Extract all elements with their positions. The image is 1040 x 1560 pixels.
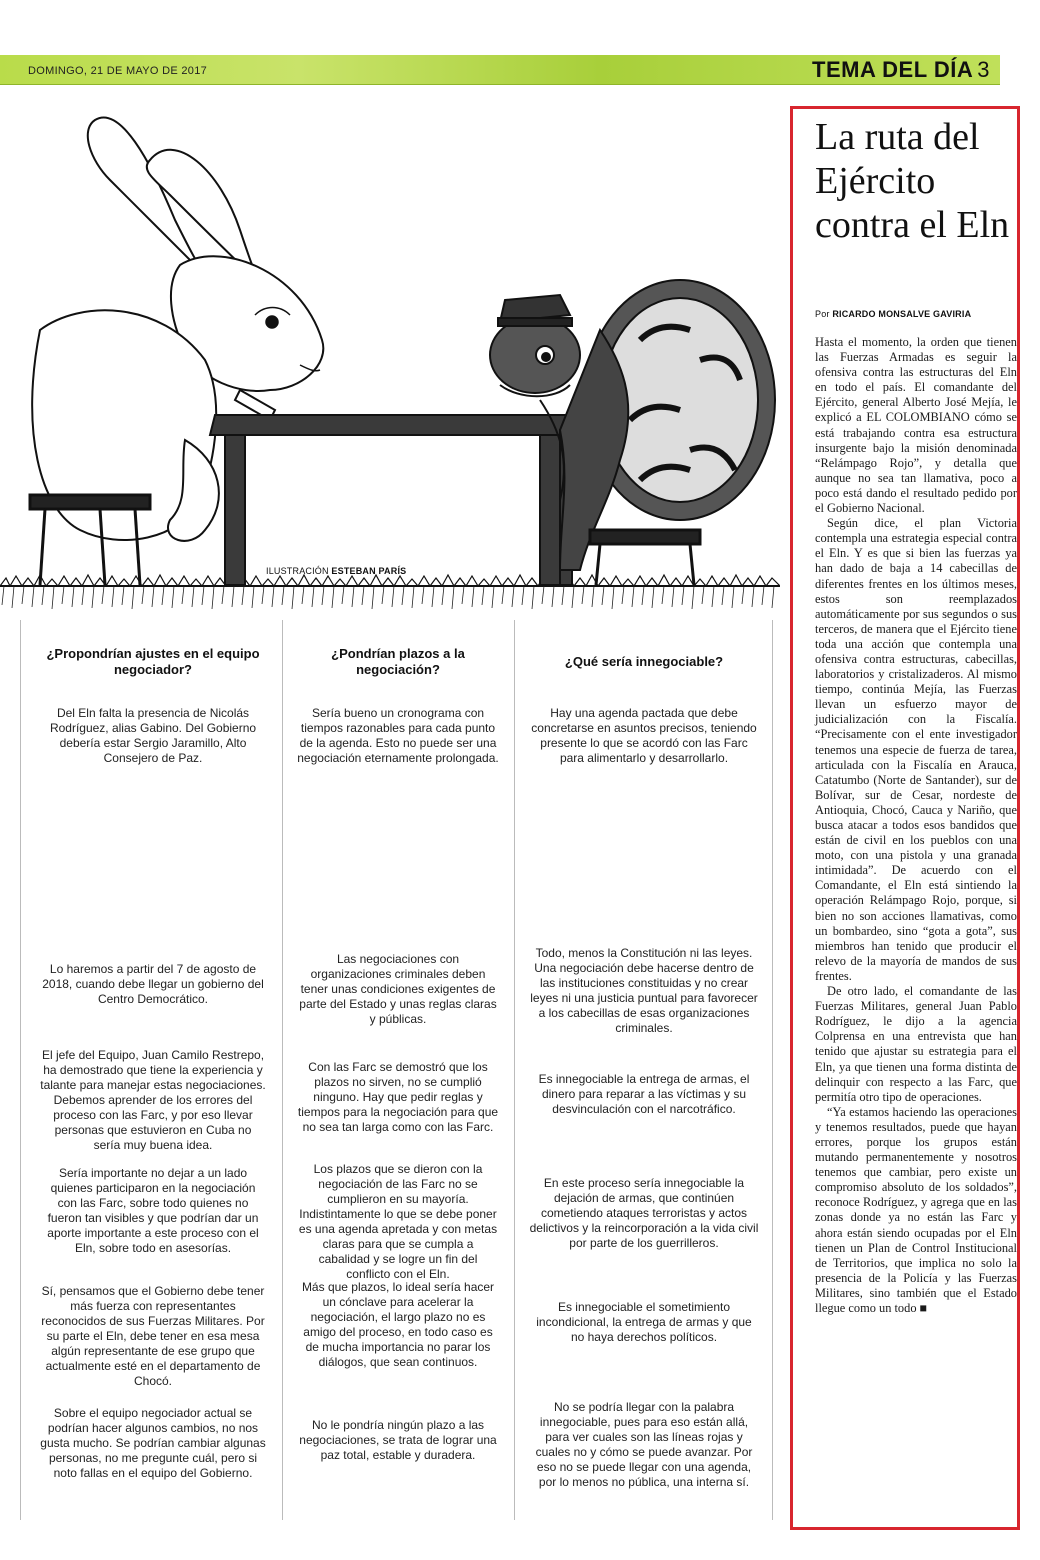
column-question: ¿Pondrían plazos a la negociación? (331, 646, 465, 677)
section-title (812, 57, 990, 83)
column-divider (514, 620, 515, 1520)
publication-date: DOMINGO, 21 DE MAYO DE 2017 (28, 65, 208, 77)
table (210, 415, 580, 585)
article-paragraph: De otro lado, el comandante de las Fuerzas Militares, general Juan Pablo Rodríguez, le dijo a la agencia Colprensa en una entrevista que han tenido que ajustar su estrategia para el Eln, ya que tienen una forma distinta de delinquir con respecto a las Farc, que permitía otro tipo de operaciones. (815, 984, 1017, 1104)
column-answer: Sería importante no dejar a un lado quienes participaron en la negociación con las Farc, sobre todo quienes no fueron tan visibles y que podrían dar un aporte importante a este proceso con el Eln, sobre todo en asesorías. (47, 1166, 259, 1255)
column-question: ¿Qué sería innegociable? (564, 654, 724, 669)
article-body (815, 335, 1017, 1316)
article-paragraph: Hasta el momento, la orden que tienen las Fuerzas Armadas es seguir la ofensiva contra las estructuras del Eln en todo el país. El comandante del Ejército, general Alberto José Mejía, le explicó a EL COLOMBIANO cómo se está trabajando contra esa estructura insurgente bajo la misión denominada “Relámpago Rojo”, y detalla que aunque no sea tan llamativa, poco a poco está dando el resultado pedido por el Gobierno Nacional. (815, 335, 1017, 516)
column-answer: Más que plazos, lo ideal sería hacer un cónclave para acelerar la negociación, el largo plazo no es amigo del proceso, en todo caso es de mucha importancia no parar los diálogos, que sean continuos. (301, 1280, 495, 1369)
article-paragraph: “Ya estamos haciendo las operaciones y tenemos resultados, puede que hayan errores, porque los grupos están mutando permanentemente y nosotros tenemos que cambiar, pero existe un compromiso absoluto de los soldados”, reconoce Rodríguez, y agrega que en las zonas donde ya no están las Farc y ahora están siendo ocupadas por el Eln tienen un Plan de Control Institucional de Territorios, que implica no solo la presencia de la Policía y las Fuerzas Militares, sino también que el Estado llegue como un todo ■ (815, 1104, 1017, 1315)
column-question: ¿Propondrían ajustes en el equipo negociador? (46, 646, 260, 677)
column-answer: Es innegociable el sometimiento incondicional, la entrega de armas y que no haya derechos políticos. (536, 1300, 752, 1344)
column-answer: Los plazos que se dieron con la negociación de las Farc no se cumplieron en su mayoría. Indistintamente lo que se debe poner es una agenda apretada y con metas claras para que se cumpla a cabalidad y se logre un fin del conflicto con el Eln. (298, 1162, 498, 1281)
column-answer: En este proceso sería innegociable la dejación de armas, que continúen cometiendo ataques terroristas y actos delictivos y la reincorporación a la vida civil por parte de los guerrilleros. (529, 1176, 759, 1250)
column-answer: Hay una agenda pactada que debe concretarse en asuntos precisos, teniendo presente lo que se acordó con las Farc para alimentarlo y desarrollarlo. (531, 706, 757, 765)
column-answer: Sobre el equipo negociador actual se podrían hacer algunos cambios, no nos gusta mucho. Se podrían cambiar algunas personas, no me pregunte cuál, pero si noto fallas en el equipo del Gobierno. (40, 1406, 266, 1480)
column-answer: Con las Farc se demostró que los plazos no sirven, no se cumplió ninguno. Hay que pedir reglas y tiempos para la negociación para que no sea tan larga como con las Farc. (297, 1060, 499, 1134)
credit-name: ESTEBAN PARÍS (331, 566, 407, 576)
byline-author: RICARDO MONSALVE GAVIRIA (832, 309, 972, 319)
illustration-credit (266, 566, 406, 576)
credit-prefix: ILUSTRACIÓN (266, 566, 329, 576)
article-sidebar (790, 106, 1020, 1530)
section-name: TEMA DEL DÍA (812, 57, 974, 82)
column-divider (282, 620, 283, 1520)
article-headline: La ruta del Ejército contra el Eln (815, 116, 1010, 246)
cartoon-illustration (0, 100, 780, 620)
column-answer: Sería bueno un cronograma con tiempos razonables para cada punto de la agenda. Esto no puede ser una negociación eternamente prolongada. (297, 706, 499, 765)
opinion-columns (0, 620, 780, 1520)
column-answer: No se podría llegar con la palabra innegociable, pues para eso están allá, para ver cuales son las líneas rojas y cuales no y cómo se puede avanzar. Por eso no se puede llegar con una agenda, por lo menos no pública, una interna sí. (535, 1400, 753, 1489)
column-answer: Todo, menos la Constitución ni las leyes. Una negociación debe hacerse dentro de las instituciones constituidas y no crear leyes ni una justicia puntual para favorecer a los cabecillas de esas organizaciones criminales. (530, 946, 758, 1035)
column-divider (772, 620, 773, 1520)
column-answer: Sí, pensamos que el Gobierno debe tener más fuerza con representantes reconocidos de sus Fuerzas Militares. Por su parte el Eln, debe tener en esa mesa algún representante de ese grupo que actualmente esté en el departamento de Chocó. (41, 1284, 265, 1388)
column-answer: El jefe del Equipo, Juan Camilo Restrepo, ha demostrado que tiene la experiencia y talante para manejar estas negociaciones. Debemos aprender de los errores del proceso con las Farc, y por eso llevar personas que estuvieron en Cuba no sería muy buena idea. (40, 1048, 266, 1152)
column-answer: Lo haremos a partir del 7 de agosto de 2018, cuando debe llegar un gobierno del Centro Democrático. (42, 962, 264, 1006)
column-divider (20, 620, 21, 1520)
rabbit-figure (32, 118, 323, 541)
page-number: 3 (977, 57, 990, 82)
column-answer: No le pondría ningún plazo a las negociaciones, se trata de lograr una paz total, estable y duradera. (299, 1418, 497, 1462)
column-answer: Es innegociable la entrega de armas, el dinero para reparar a las víctimas y su desvinculación con el narcotráfico. (538, 1072, 750, 1116)
article-byline (815, 309, 971, 319)
column-answer: Las negociaciones con organizaciones criminales deben tener unas condiciones exigentes de parte del Estado y unas reglas claras y públicas. (299, 952, 497, 1026)
article-paragraph: Según dice, el plan Victoria contempla una estrategia especial contra el Eln. Y es que si bien las fuerzas ya han dado de baja a 14 cabecillas de diferentes frentes en los últimos meses, estos son reemplazados automáticamente por sus segundos o sus terceros, de manera que el Ejército tiene toda una acción que contempla una ofensiva contra estructuras, cabecillas, laboratorios y cristalizaderos. Al mismo tiempo, continúa Mejía, las Fuerzas llevan un esfuerzo mayor de judicialización con la Fiscalía. “Precisamente con el ente investigador tenemos una especie de fuerza de tarea, articulada con la Fiscalía en Arauca, Catatumbo (Norte de Santander), sur de Bolívar, sur de Cesar, nordeste de Antioquia, Chocó, Cauca y Nariño, que busca atacar a todos esos bandidos que están de civil en los pueblos con una moto, con una pistola y una granada intimidada”. De acuerdo con el Comandante, el Eln está sintiendo la operación Relámpago Rojo, porque, si bien no son acciones llamativas, como un bombardeo, sino “gota a gota”, sus miembros han tenido que producir el relevo de la mayoría de mandos de sus frentes. (815, 516, 1017, 983)
byline-prefix: Por (815, 309, 830, 319)
header-bar (0, 55, 1000, 85)
column-answer: Del Eln falta la presencia de Nicolás Rodríguez, alias Gabino. Del Gobierno debería estar Sergio Jaramillo, Alto Consejero de Paz. (49, 706, 257, 765)
turtle-stool (590, 530, 700, 585)
